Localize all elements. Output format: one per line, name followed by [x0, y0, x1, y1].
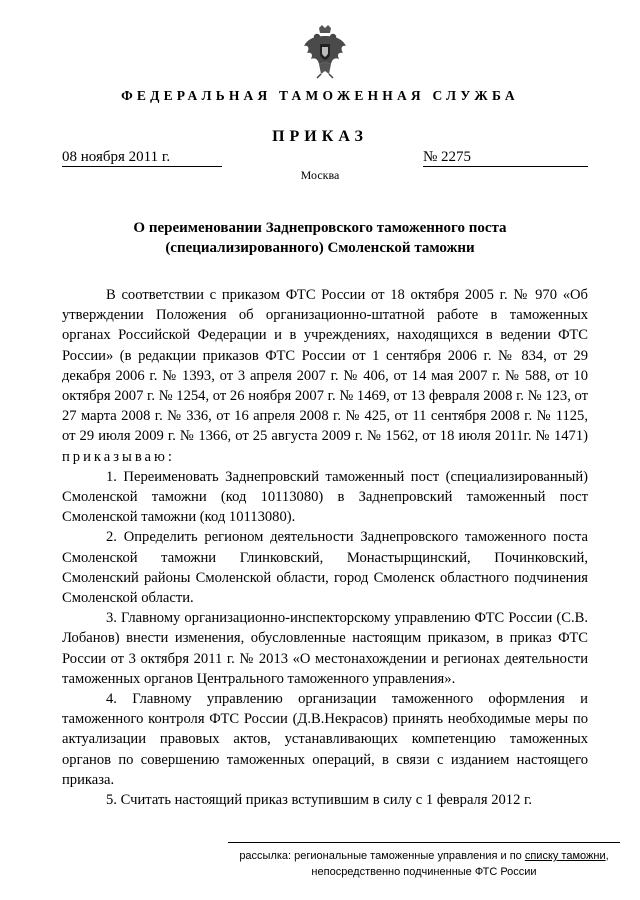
coat-of-arms-emblem-icon [302, 24, 348, 80]
order-word: приказываю: [62, 448, 175, 465]
footer-divider [228, 842, 620, 843]
preamble-paragraph [62, 285, 588, 467]
order-item-3: 3. Главному организационно-инспекторскому управлению ФТС России (С.В. Лобанов) внести изменения, обусловленные настоящим приказом, в приказ ФТС России от 3 октября 2011 г. № 2013 «О местонахождении и регионах деятельности таможенных органов Центрального таможенного управления». [62, 610, 588, 687]
order-title [60, 218, 580, 258]
order-city: Москва [300, 168, 340, 182]
order-title-line-1: О переименовании Заднепровского таможенного поста [133, 220, 507, 236]
order-number: № 2275 [423, 148, 588, 167]
distribution-note [214, 848, 634, 880]
order-date: 08 ноября 2011 г. [62, 148, 222, 167]
distribution-list-link: списку таможни [524, 850, 606, 862]
agency-name: ФЕДЕРАЛЬНАЯ ТАМОЖЕННАЯ СЛУЖБА [121, 88, 519, 103]
order-body [62, 285, 588, 810]
order-item-5: 5. Считать настоящий приказ вступившим в силу с 1 февраля 2012 г. [106, 792, 533, 809]
distribution-line-1 [214, 848, 634, 864]
document-type: ПРИКАЗ [272, 128, 368, 145]
order-item-2: 2. Определить регионом деятельности Заднепровского таможенного поста Смоленской таможни Глинковский, Монастырщинский, Починковский, Смоленский районы Смоленской области, город Смоленск областного подчинения Смоленской области. [62, 529, 588, 607]
order-item-1: 1. Переименовать Заднепровский таможенный пост (специализированный) Смоленской таможни (код 10113080) в Заднепровский таможенный пост Смоленской таможни (код 10113080). [62, 468, 588, 526]
order-item-4: 4. Главному управлению организации таможенного оформления и таможенного контроля ФТС России (Д.В.Некрасов) принять необходимые меры по актуализации правовых актов, устанавливающих компетенцию таможенных органов по совершению таможенных операций, в связи с изданием настоящего приказа. [62, 691, 588, 788]
distribution-line-2: непосредственно подчиненные ФТС России [311, 866, 537, 878]
distribution-text-c: , [605, 850, 609, 862]
distribution-text-a: рассылка: региональные таможенные управления и по [239, 850, 525, 862]
preamble-text: В соответствии с приказом ФТС России от 18 октября 2005 г. № 970 «Об утверждении Положения об организационно-штатной работе в таможенных органах Российской Федерации и в учреждениях, находящихся в ведении ФТС России» (в редакции приказов ФТС России от 1 сентября 2006 г. № 834, от 29 декабря 2006 г. № 1393, от 3 апреля 2007 г. № 406, от 14 мая 2007 г. № 588, от 10 октября 2007 г. № 1254, от 26 ноября 2007 г. № 1469, от 13 февраля 2008 г. № 123, от 27 марта 2008 г. № 336, от 16 апреля 2008 г. № 425, от 11 сентября 2008 г. № 1125, от 29 июля 2009 г. № 1366, от 25 августа 2009 г. № 1562, от 18 июля 2011г. № 1471) [62, 287, 588, 445]
order-title-line-2: (специализированного) Смоленской таможни [165, 240, 475, 256]
